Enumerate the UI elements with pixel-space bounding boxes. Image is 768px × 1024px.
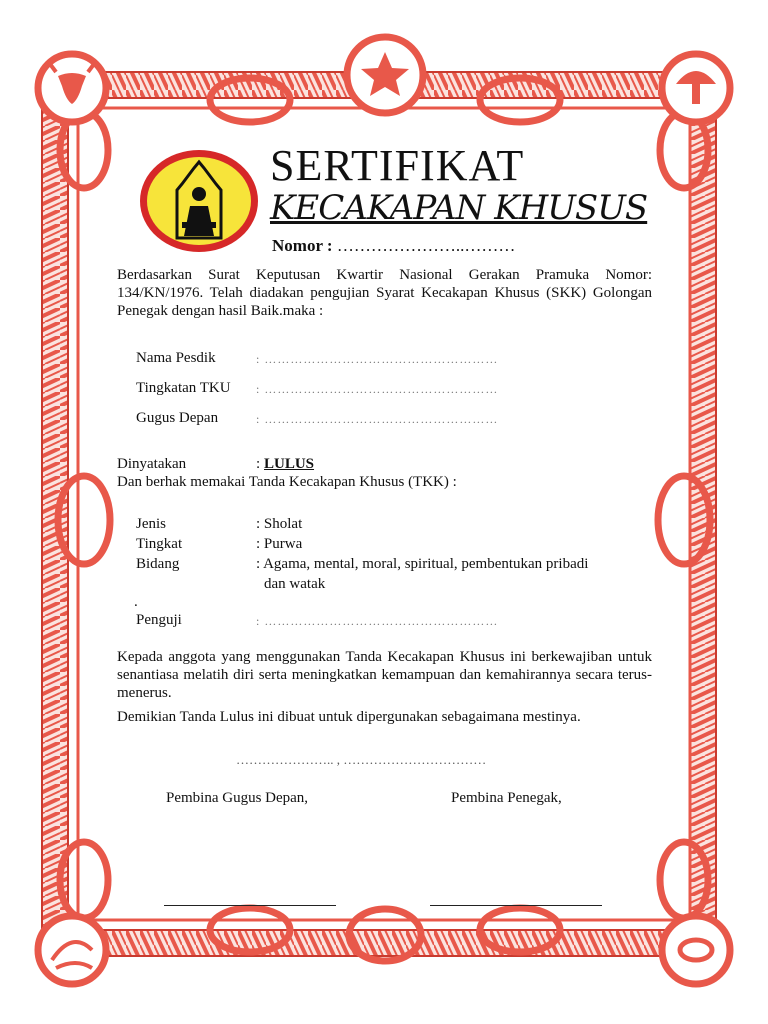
signature-line-left — [164, 905, 336, 906]
signature-line-right — [430, 905, 602, 906]
number-label: Nomor : — [272, 236, 333, 255]
dinyatakan-colon: : — [256, 456, 261, 472]
place-date-line: ………………….. , …………………………… — [236, 752, 487, 767]
closing-statement: Demikian Tanda Lulus ini dibuat untuk dipergunakan sebagaimana mestinya. — [117, 709, 581, 725]
certificate-number — [272, 236, 515, 256]
intro-paragraph: Berdasarkan Surat Keputusan Kwartir Nasional Gerakan Pramuka Nomor: 134/KN/1976. Telah diadakan pengujian Syarat Kecakapan Khusus (SKK) Golongan Penegak dengan hasil Baik.maka : — [117, 267, 652, 319]
pramuka-emblem-icon — [138, 148, 260, 254]
tkk-tingkat-label: Tingkat — [136, 536, 183, 552]
tkk-jenis-value: : Sholat — [256, 516, 303, 532]
stray-dot: . — [134, 594, 138, 610]
field-gugus-depan-value: : ……………………………………………… — [256, 412, 499, 426]
tkk-bidang-label: Bidang — [136, 556, 180, 572]
signer-left-title: Pembina Gugus Depan, — [166, 790, 309, 806]
field-tingkatan-tku-value: : ……………………………………………… — [256, 382, 499, 396]
field-nama-pesdik-value: : ……………………………………………… — [256, 352, 499, 366]
penguji-value: : ……………………………………………… — [256, 614, 499, 628]
tkk-jenis-label: Jenis — [136, 516, 166, 532]
certificate-subtitle: KECAKAPAN KHUSUS — [270, 188, 648, 228]
tkk-tingkat-value: : Purwa — [256, 536, 303, 552]
tkk-bidang-value-line2: dan watak — [264, 576, 326, 592]
dinyatakan-label: Dinyatakan — [117, 456, 187, 472]
penguji-label: Penguji — [136, 612, 182, 628]
field-nama-pesdik-label: Nama Pesdik — [136, 350, 216, 366]
certificate-title: SERTIFIKAT — [270, 141, 525, 190]
status-lulus: LULUS — [264, 456, 315, 472]
berhak-text: Dan berhak memakai Tanda Kecakapan Khusus (TKK) : — [117, 474, 457, 490]
closing-paragraph: Kepada anggota yang menggunakan Tanda Kecakapan Khusus ini berkewajiban untuk senantiasa melatih diri serta meningkatkan kemampuan dan kemahirannya secara terus-menerus. — [117, 649, 652, 701]
signer-right-title: Pembina Penegak, — [451, 790, 562, 806]
number-dots: …………………..……… — [336, 236, 516, 255]
field-tingkatan-tku-label: Tingkatan TKU — [136, 380, 231, 396]
field-gugus-depan-label: Gugus Depan — [136, 410, 219, 426]
tkk-bidang-value: : Agama, mental, moral, spiritual, pembentukan pribadi — [256, 556, 589, 572]
